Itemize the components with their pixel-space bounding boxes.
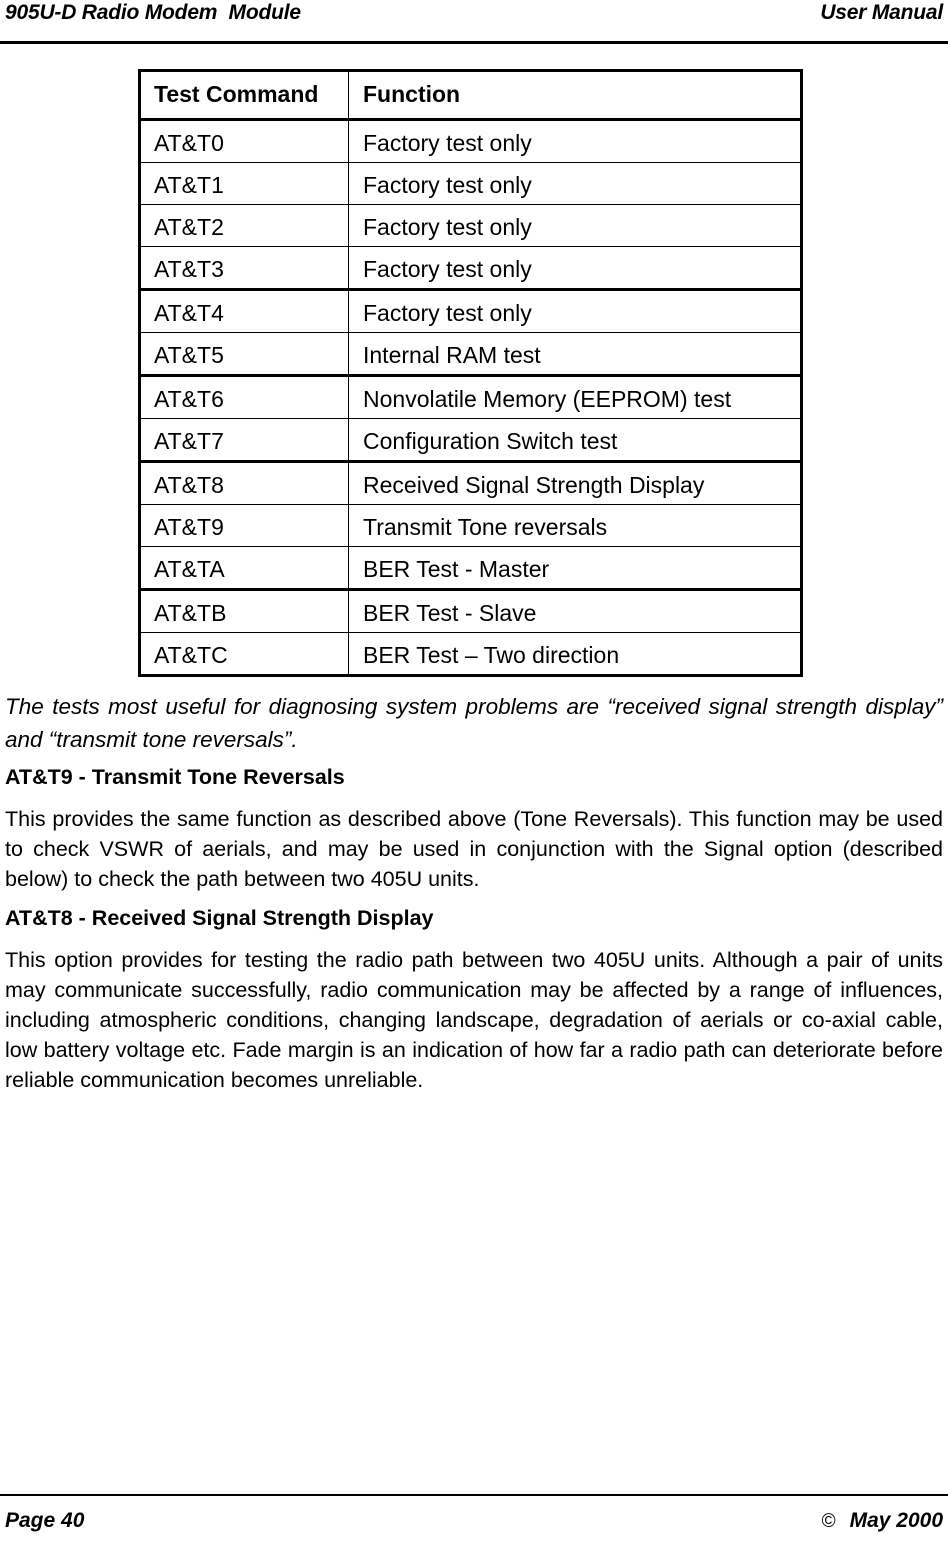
cell-function: [349, 505, 802, 547]
table-row: [140, 205, 802, 247]
cell-function-text: Factory test only: [363, 256, 532, 282]
table-row: [140, 376, 802, 419]
section-heading-attt8: AT&T8 - Received Signal Strength Display: [5, 906, 434, 930]
cell-command: [140, 376, 349, 419]
section-attt8-paragraph-block: [5, 945, 943, 1095]
table-row: [140, 290, 802, 333]
table-row: [140, 590, 802, 633]
footer-page-number: Page 40: [5, 1509, 85, 1532]
cell-command-text: AT&T0: [154, 130, 224, 156]
cell-command: [140, 205, 349, 247]
cell-command-text: AT&TA: [154, 556, 225, 582]
cell-function: [349, 205, 802, 247]
cell-command-text: AT&T3: [154, 256, 224, 282]
table-row: [140, 247, 802, 290]
section-attt9-paragraph-block: [5, 804, 943, 894]
cell-command-text: AT&TB: [154, 600, 227, 626]
footer-divider-rule: [0, 1494, 948, 1496]
cell-function-text: Factory test only: [363, 214, 532, 240]
cell-function-text: Factory test only: [363, 172, 532, 198]
test-command-table: [138, 69, 803, 677]
cell-command: [140, 590, 349, 633]
section-attt9-block: [5, 763, 943, 791]
cell-function-text: BER Test - Slave: [363, 600, 537, 626]
table-row: [140, 633, 802, 676]
cell-function-text: Factory test only: [363, 130, 532, 156]
table-row: [140, 333, 802, 376]
cell-command: [140, 462, 349, 505]
section-attt8-block: [5, 904, 943, 932]
cell-command: [140, 547, 349, 590]
copyright-icon: ©: [821, 1511, 836, 1532]
footer-date: May 2000: [849, 1509, 943, 1532]
cell-command-text: AT&T6: [154, 386, 224, 412]
footer-copyright: [822, 1508, 943, 1535]
cell-command-text: AT&T4: [154, 300, 224, 326]
table-row: [140, 163, 802, 205]
cell-command: [140, 290, 349, 333]
cell-function: [349, 376, 802, 419]
cell-function-text: Internal RAM test: [363, 342, 541, 368]
table-row: [140, 547, 802, 590]
cell-command: [140, 163, 349, 205]
table-row: [140, 120, 802, 163]
cell-function: [349, 419, 802, 462]
column-header-test-command: [140, 71, 349, 120]
column-header-function-label: Function: [363, 81, 461, 107]
cell-command-text: AT&T8: [154, 472, 224, 498]
cell-command-text: AT&T9: [154, 514, 224, 540]
header-divider-rule: [0, 41, 948, 44]
intro-paragraph-block: [5, 690, 943, 756]
table-row: [140, 505, 802, 547]
cell-command-text: AT&T5: [154, 342, 224, 368]
cell-function: [349, 633, 802, 676]
section-attt9-paragraph: This provides the same function as described above (Tone Reversals). This function may be used to check VSWR of aerials, and may be used in conjunction with the Signal option (described below) to check the path between two 405U units.: [5, 807, 943, 891]
header-document-title: 905U-D Radio Modem Module: [5, 1, 301, 24]
cell-function-text: BER Test - Master: [363, 556, 550, 582]
table-header-row: [140, 71, 802, 120]
cell-command: [140, 120, 349, 163]
cell-function: [349, 120, 802, 163]
table-row: [140, 462, 802, 505]
cell-function-text: Factory test only: [363, 300, 532, 326]
cell-function: [349, 462, 802, 505]
cell-function: [349, 163, 802, 205]
section-attt8-paragraph: This option provides for testing the radio path between two 405U units. Although a pair of units may communicate successfully, radio communication may be affected by a range of influences, including atmospheric conditions, changing landscape, degradation of aerials or co-axial cable, low battery voltage etc. Fade margin is an indication of how far a radio path can deteriorate before reliable communication becomes unreliable.: [5, 948, 943, 1092]
cell-command: [140, 633, 349, 676]
intro-italic-paragraph: The tests most useful for diagnosing system problems are “received signal strength display” and “transmit tone reversals”.: [5, 694, 943, 752]
cell-function-text: Transmit Tone reversals: [363, 514, 608, 540]
table-row: [140, 419, 802, 462]
section-heading-attt9: AT&T9 - Transmit Tone Reversals: [5, 765, 345, 789]
page-header: [5, 0, 943, 40]
cell-function: [349, 590, 802, 633]
cell-function-text: Nonvolatile Memory (EEPROM) test: [363, 386, 732, 412]
cell-function: [349, 333, 802, 376]
cell-command: [140, 505, 349, 547]
column-header-test-command-label: Test Command: [154, 81, 319, 107]
cell-function: [349, 290, 802, 333]
cell-function: [349, 547, 802, 590]
page-footer: [5, 1508, 943, 1535]
header-manual-label: User Manual: [820, 1, 943, 24]
cell-command-text: AT&T2: [154, 214, 224, 240]
cell-function: [349, 247, 802, 290]
cell-function-text: BER Test – Two direction: [363, 642, 620, 668]
cell-command-text: AT&TC: [154, 642, 228, 668]
cell-command: [140, 247, 349, 290]
cell-function-text: Received Signal Strength Display: [363, 472, 705, 498]
cell-command-text: AT&T1: [154, 172, 224, 198]
cell-function-text: Configuration Switch test: [363, 428, 618, 454]
cell-command: [140, 419, 349, 462]
cell-command: [140, 333, 349, 376]
column-header-function: [349, 71, 802, 120]
cell-command-text: AT&T7: [154, 428, 224, 454]
